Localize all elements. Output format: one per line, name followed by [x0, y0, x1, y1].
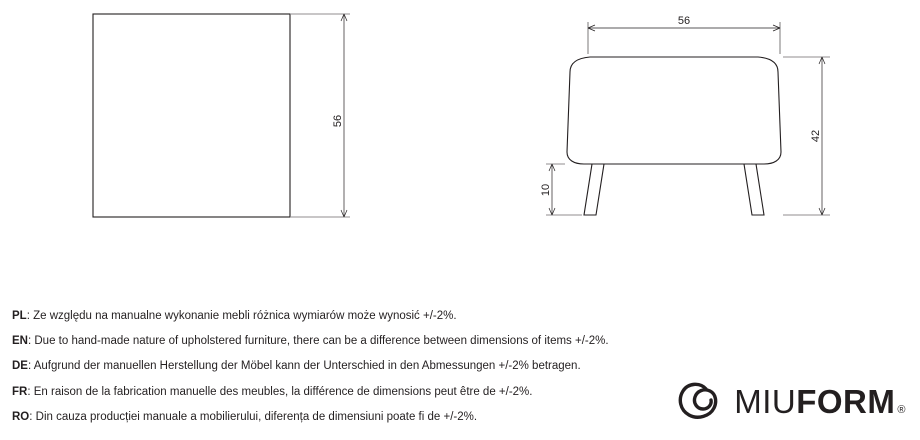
note-row [12, 384, 652, 401]
note-row [12, 308, 652, 325]
front-view-width-label: 56 [677, 15, 691, 27]
front-view-leg-right [744, 164, 764, 215]
note-row [12, 358, 652, 375]
brand-name-light: MIU [734, 383, 797, 420]
note-row [12, 333, 652, 350]
note-text: : Aufgrund der manuellen Herstellung der Möbel kann der Unterschied in den Abmessungen +/-2% betragen. [27, 360, 581, 373]
front-view-leg-height-label: 10 [540, 183, 552, 197]
note-lang: EN [12, 335, 28, 348]
note-text: : Due to hand-made nature of upholstered furniture, there can be a difference between dimensions of items +/-2%. [27, 335, 609, 348]
front-view-height-label: 42 [810, 129, 822, 143]
note-lang: RO [12, 410, 30, 423]
disclaimer-notes [12, 308, 652, 434]
note-lang: DE [12, 360, 28, 373]
note-lang: PL [12, 310, 27, 322]
note-lang: FR [12, 385, 28, 398]
brand-wordmark [734, 383, 906, 421]
note-text: : En raison de la fabrication manuelle des meubles, la différence de dimensions peut être de +/-2%. [27, 385, 533, 398]
front-view-body [567, 57, 781, 164]
note-text: : Din cauza producției manuale a mobilierului, diferența de dimensiuni poate fi de +/-2%. [29, 410, 478, 423]
top-view-square [93, 14, 290, 217]
brand-logo [676, 382, 906, 422]
top-view-depth-label: 56 [332, 114, 344, 128]
miuform-blob-icon [676, 382, 728, 422]
front-view-leg-left [584, 164, 604, 215]
note-row [12, 409, 652, 426]
note-text: : Ze względu na manualne wykonanie mebli różnica wymiarów może wynosić +/-2%. [26, 310, 457, 322]
brand-registered-mark: ® [897, 404, 906, 416]
brand-name-bold: FORM [796, 383, 896, 420]
